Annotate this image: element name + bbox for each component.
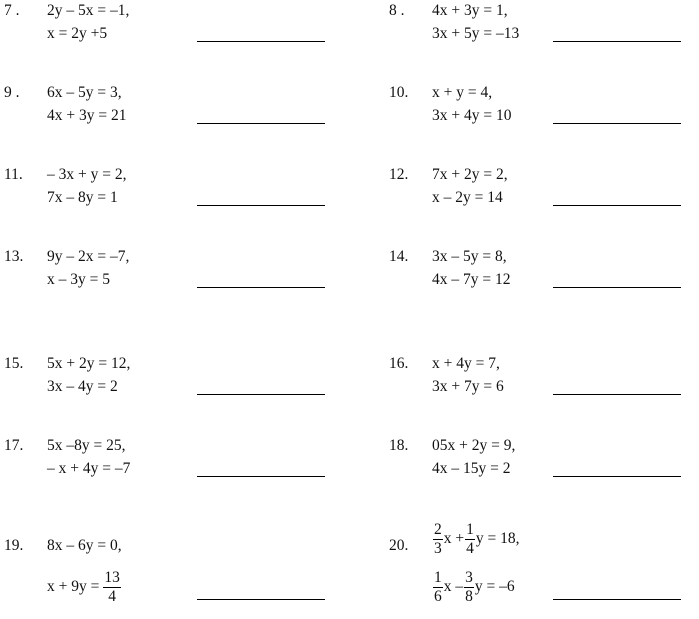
fraction-denominator: 6 — [434, 587, 442, 605]
equation-line-1: 9y – 2x = –7, — [47, 248, 130, 265]
problem-number: 7 . — [4, 2, 20, 19]
equation-line-2: 4x + 3y = 21 — [47, 107, 127, 124]
problem-number: 15. — [4, 355, 24, 372]
fraction-denominator: 8 — [465, 587, 473, 605]
answer-blank[interactable] — [197, 599, 325, 600]
fraction-numerator: 1 — [466, 521, 474, 538]
equation-line-1 — [432, 522, 520, 556]
equation-term: x – — [443, 578, 464, 595]
equation-line-2: 7x – 8y = 1 — [47, 189, 118, 206]
equation-line-2: x – 2y = 14 — [432, 189, 503, 206]
fraction-numerator: 13 — [104, 569, 120, 586]
equation-line-2 — [432, 570, 515, 604]
problem-number: 9 . — [4, 84, 20, 101]
answer-blank[interactable] — [553, 205, 681, 206]
equation-line-1: 6x – 5y = 3, — [47, 84, 122, 101]
fraction — [464, 570, 474, 604]
problem-number: 19. — [4, 537, 24, 554]
fraction-denominator: 4 — [108, 587, 116, 605]
answer-blank[interactable] — [197, 287, 325, 288]
equation-line-1: x + 4y = 7, — [432, 355, 500, 372]
answer-blank[interactable] — [553, 476, 681, 477]
equation-line-1: 4x + 3y = 1, — [432, 2, 508, 19]
answer-blank[interactable] — [197, 123, 325, 124]
problem-number: 11. — [4, 166, 23, 183]
problem-number: 12. — [389, 166, 409, 183]
equation-line-2: x – 3y = 5 — [47, 271, 110, 288]
equation-line-2: x = 2y +5 — [47, 25, 108, 42]
equation-line-2: 4x – 15y = 2 — [432, 460, 511, 477]
answer-blank[interactable] — [553, 394, 681, 395]
equation-line-2: 3x + 7y = 6 — [432, 378, 504, 395]
fraction-numerator: 3 — [465, 569, 473, 586]
equation-lhs: x + 9y = — [47, 578, 100, 595]
equation-line-1: – 3x + y = 2, — [47, 166, 127, 183]
fraction — [433, 570, 443, 604]
problem-number: 14. — [389, 248, 409, 265]
equation-term: x + — [443, 530, 465, 547]
problem-number: 16. — [389, 355, 409, 372]
answer-blank[interactable] — [553, 41, 681, 42]
equation-term: y = 18, — [475, 530, 520, 547]
equation-line-1: 3x – 5y = 8, — [432, 248, 507, 265]
equation-line-2: 4x – 7y = 12 — [432, 271, 511, 288]
equation-line-1: 7x + 2y = 2, — [432, 166, 508, 183]
equation-line-1: 8x – 6y = 0, — [47, 537, 122, 554]
equation-line-1: 2y – 5x = –1, — [47, 2, 130, 19]
equation-line-2: – x + 4y = –7 — [47, 460, 131, 477]
fraction — [465, 522, 475, 556]
equation-line-2: 3x + 4y = 10 — [432, 107, 512, 124]
problem-number: 13. — [4, 248, 24, 265]
fraction — [433, 522, 443, 556]
problem-number: 8 . — [389, 2, 405, 19]
answer-blank[interactable] — [553, 123, 681, 124]
equation-line-1: 05x + 2y = 9, — [432, 437, 516, 454]
problem-number: 10. — [389, 84, 409, 101]
fraction-numerator: 1 — [434, 569, 442, 586]
equation-line-1: 5x –8y = 25, — [47, 437, 126, 454]
equation-line-1: 5x + 2y = 12, — [47, 355, 131, 372]
equation-line-2 — [47, 570, 122, 604]
answer-blank[interactable] — [553, 599, 681, 600]
answer-blank[interactable] — [197, 41, 325, 42]
equation-line-1: x + y = 4, — [432, 84, 493, 101]
fraction-denominator: 3 — [434, 539, 442, 557]
problem-number: 17. — [4, 437, 24, 454]
answer-blank[interactable] — [553, 287, 681, 288]
answer-blank[interactable] — [197, 205, 325, 206]
fraction — [103, 570, 121, 604]
equation-line-2: 3x – 4y = 2 — [47, 378, 118, 395]
fraction-numerator: 2 — [434, 521, 442, 538]
equation-term: y = –6 — [474, 578, 515, 595]
answer-blank[interactable] — [197, 476, 325, 477]
problem-number: 20. — [389, 537, 409, 554]
problem-number: 18. — [389, 437, 409, 454]
fraction-denominator: 4 — [466, 539, 474, 557]
equation-line-2: 3x + 5y = –13 — [432, 25, 520, 42]
answer-blank[interactable] — [197, 394, 325, 395]
